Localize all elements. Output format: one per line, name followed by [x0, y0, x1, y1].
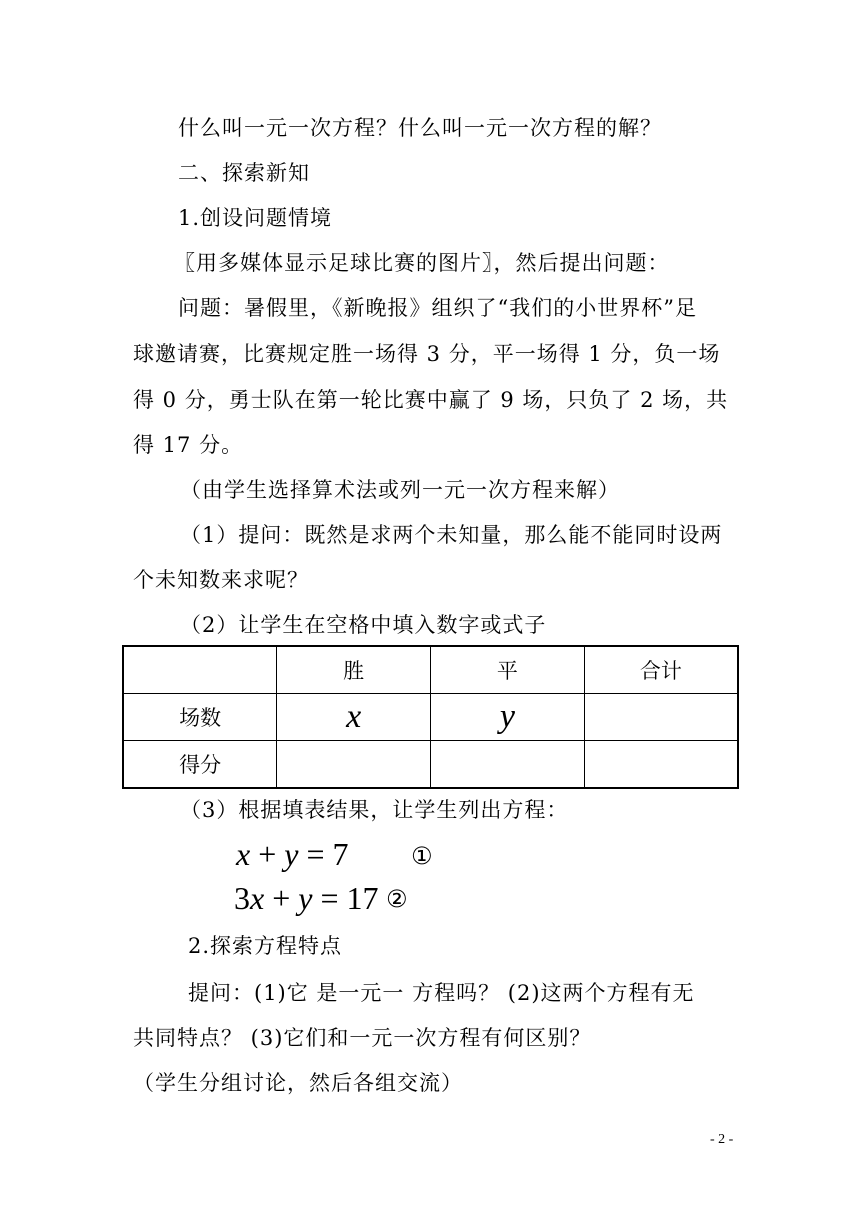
- table-header-cell: 胜: [277, 646, 431, 694]
- step-1-line: （1）提问：既然是求两个未知量，那么能不能同时设两: [180, 523, 723, 547]
- problem-line: 球邀请赛，比赛规定胜一场得 3 分，平一场得 1 分，负一场: [133, 342, 721, 366]
- problem-line: 问题：暑假里，《新晚报》组织了“我们的小世界杯”足: [178, 296, 697, 320]
- var-y: y: [298, 880, 313, 916]
- table-cell: y: [431, 694, 585, 741]
- equation-1-number: ①: [411, 842, 433, 870]
- question-line: 提问：(1)它 是一元一 方程吗？ (2)这两个方程有无: [188, 981, 695, 1005]
- equation-rhs: = 7: [298, 836, 349, 872]
- table-row: [123, 741, 738, 789]
- equation-1: [236, 836, 349, 872]
- var-x: x: [236, 836, 251, 872]
- page-number: - 2 -: [710, 1132, 734, 1147]
- subsection-heading: 2.探索方程特点: [188, 934, 343, 958]
- table-header-cell: 合计: [584, 646, 738, 694]
- problem-line: 得 0 分，勇士队在第一轮比赛中赢了 9 场，只负了 2 场，共: [133, 388, 729, 412]
- question-line: 共同特点？ (3)它们和一元一次方程有何区别？: [133, 1026, 592, 1050]
- row-label: 得分: [123, 741, 277, 789]
- equation-2: [234, 880, 379, 916]
- table-header-cell: [123, 646, 277, 694]
- step-3: （3）根据填表结果，让学生列出方程：: [180, 798, 569, 822]
- score-table: [122, 645, 739, 789]
- var-x: x: [250, 880, 265, 916]
- coefficient: 3: [234, 880, 250, 916]
- step-2: （2）让学生在空格中填入数字或式子: [180, 613, 547, 637]
- table-cell: [584, 694, 738, 741]
- table-row: [123, 694, 738, 741]
- table-cell: [277, 741, 431, 789]
- equation-2-number: ②: [386, 885, 408, 913]
- review-question: 什么叫一元一次方程？什么叫一元一次方程的解？: [178, 116, 662, 140]
- subsection-heading: 1.创设问题情境: [178, 206, 333, 230]
- table-header-row: [123, 646, 738, 694]
- step-1-line: 个未知数来求呢？: [133, 568, 309, 592]
- table-header-cell: 平: [431, 646, 585, 694]
- row-label: 场数: [123, 694, 277, 741]
- plus-sign: +: [264, 880, 299, 916]
- table-cell: [584, 741, 738, 789]
- plus-sign: +: [250, 836, 285, 872]
- var-y: y: [284, 836, 299, 872]
- discussion-note: （学生分组讨论，然后各组交流）: [133, 1071, 463, 1095]
- method-note: （由学生选择算术法或列一元一次方程来解）: [180, 478, 620, 502]
- table-cell: x: [277, 694, 431, 741]
- table-cell: [431, 741, 585, 789]
- section-heading: 二、探索新知: [178, 161, 310, 185]
- media-note: 〖用多媒体显示足球比赛的图片〗，然后提出问题：: [174, 251, 670, 275]
- equation-rhs: = 17: [312, 880, 379, 916]
- problem-line: 得 17 分。: [133, 433, 244, 457]
